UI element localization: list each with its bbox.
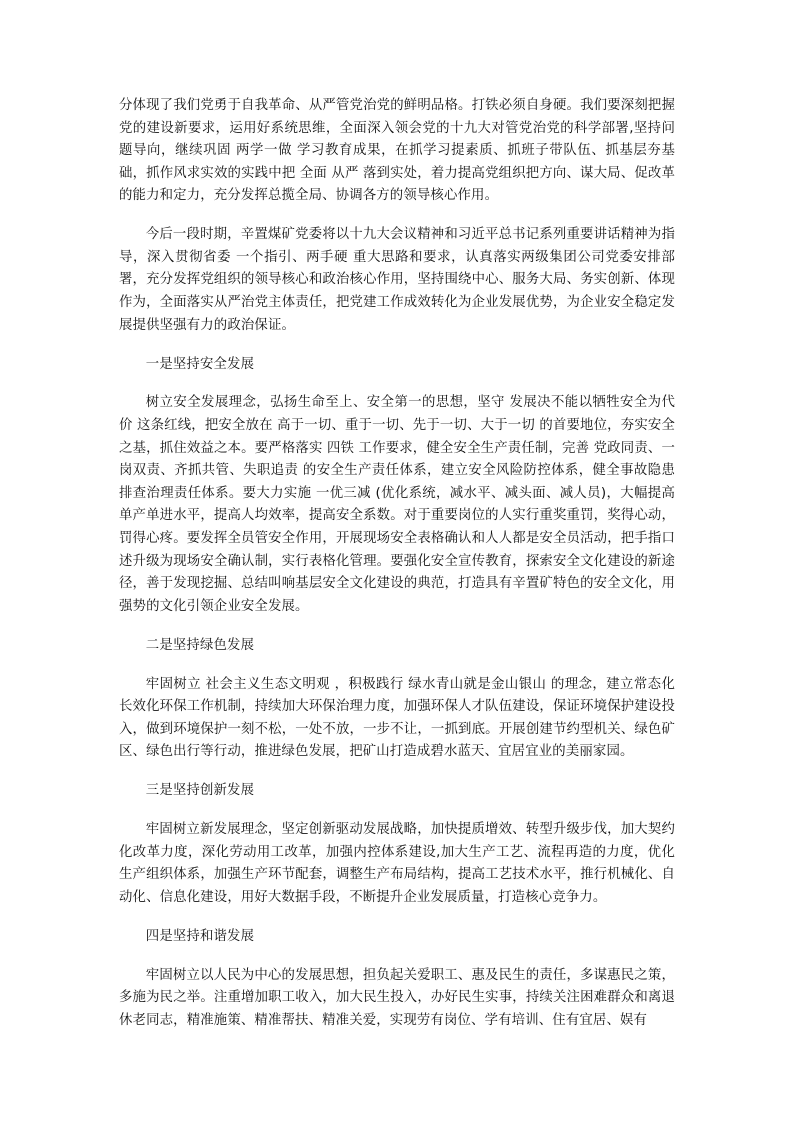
paragraph-green: 牢固树立 社会主义生态文明观 ，积极践行 绿水青山就是金山银山 的理念，建立常态化长效化环保工作机制，持续加大环保治理力度，加强环保人才队伍建设，保证环境保护建设投入，做到环境保护一刻不松，一处不放，一步不让，一抓到底。开展创建节约型机关、绿色矿区、绿色出行等行动，推进绿色发展，把矿山打造成碧水蓝天、宜居宜业的美丽家园。: [119, 676, 675, 760]
paragraph-safety: 树立安全发展理念，弘扬生命至上、安全第一的思想，坚守 发展决不能以牺牲安全为代价 这条红线，把安全放在 高于一切、重于一切、先于一切、大于一切 的首要地位，夯实安全之基，抓住效益之本。要严格落实 四铁 工作要求，健全安全生产责任制，完善 党政同责、一岗双责、齐抓共管、失职追责 的安全生产责任体系，建立安全风险防控体系，健全事故隐患排查治理责任体系。要大力实施 一优三减 (优化系统，减水平、减头面、减人员)，大幅提高单产单进水平，提高人均效率，提高安全系数。对于重要岗位的人实行重奖重罚，奖得心动，罚得心疼。要发挥全员管安全作用，开展现场安全表格确认和人人都是安全员活动，把手指口述升级为现场安全确认制，实行表格化管理。要强化安全宣传教育，探索安全文化建设的新途径，善于发现挖掘、总结叫响基层安全文化建设的典范，打造具有辛置矿特色的安全文化，用强势的文化引领企业安全发展。: [119, 395, 675, 614]
paragraph-intro-continuation: 分体现了我们党勇于自我革命、从严管党治党的鲜明品格。打铁必须自身硬。我们要深刻把握党的建设新要求，运用好系统思维，全面深入领会党的十九大对管党治党的科学部署,坚持问题导向，继续巩固 两学一做 学习教育成果，在抓学习提素质、抓班子带队伍、抓基层夯基础，抓作风求实效的实践中把 全面 从严 落到实处，着力提高党组织把方向、谋大局、促改革的能力和定力，充分发挥总揽全局、协调各方的领导核心作用。: [119, 98, 675, 204]
section-heading-harmony: 四是坚持和谐发展: [145, 928, 255, 944]
section-heading-safety: 一是坚持安全发展: [145, 356, 255, 372]
section-heading-green: 二是坚持绿色发展: [145, 637, 255, 653]
document-page: [119, 95, 675, 1049]
paragraph-harmony: 牢固树立以人民为中心的发展思想，担负起关爱职工、惠及民生的责任，多谋惠民之策，多施为民之举。注重增加职工收入，加大民生投入，办好民生实事，持续关注困难群众和离退休老同志，精准施策、精准帮扶、精准关爱，实现劳有岗位、学有培训、住有宜居、娱有: [119, 967, 675, 1028]
paragraph-future-outlook: 今后一段时期，辛置煤矿党委将以十九大会议精神和习近平总书记系列重要讲话精神为指导，深入贯彻省委 一个指引、两手硬 重大思路和要求，认真落实两级集团公司党委安排部署，充分发挥党组织的领导核心和政治核心作用，坚持围绕中心、服务大局、务实创新、体现作为，全面落实从严治党主体责任，把党建工作成效转化为企业发展优势，为企业安全稳定发展提供坚强有力的政治保证。: [119, 227, 675, 333]
section-heading-innovation: 三是坚持创新发展: [145, 783, 255, 799]
paragraph-innovation: 牢固树立新发展理念，坚定创新驱动发展战略，加快提质增效、转型升级步伐，加大契约化改革力度，深化劳动用工改革，加强内控体系建设,加大生产工艺、流程再造的力度，优化生产组织体系，加强生产环节配套，调整生产布局结构，提高工艺技术水平，推行机械化、自动化、信息化建设，用好大数据手段，不断提升企业发展质量，打造核心竞争力。: [119, 822, 675, 905]
